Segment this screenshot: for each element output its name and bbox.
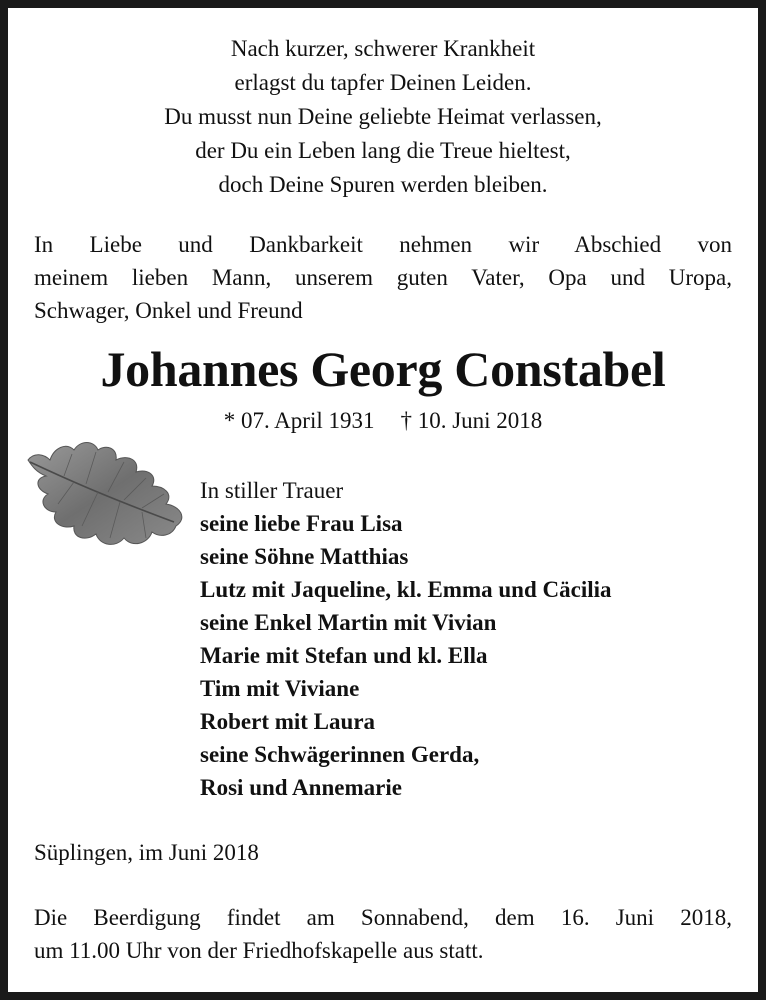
- funeral-info: [34, 901, 732, 967]
- place-and-date: Süplingen, im Juni 2018: [34, 840, 259, 865]
- poem-line: doch Deine Spuren werden bleiben.: [218, 172, 548, 197]
- mourner-line: seine liebe Frau Lisa: [200, 511, 403, 536]
- memorial-poem: [8, 32, 758, 202]
- intro-line: Schwager, Onkel und Freund: [34, 298, 303, 323]
- mourner-line: seine Enkel Martin mit Vivian: [200, 610, 497, 635]
- obituary-notice: [8, 8, 758, 992]
- death-date: † 10. Juni 2018: [400, 408, 543, 433]
- life-dates: [8, 406, 758, 436]
- intro-line: meinem lieben Mann, unserem guten Vater, Opa und Uropa,: [34, 265, 732, 290]
- poem-line: Du musst nun Deine geliebte Heimat verlassen,: [164, 104, 602, 129]
- mourners-list: [200, 474, 740, 804]
- deceased-name: Johannes Georg Constabel: [100, 341, 666, 397]
- mourner-line: Tim mit Viviane: [200, 676, 360, 701]
- farewell-intro: [34, 228, 732, 327]
- mourner-line: Lutz mit Jaqueline, kl. Emma und Cäcilia: [200, 577, 612, 602]
- mourning-phrase: In stiller Trauer: [200, 478, 344, 503]
- mourner-line: Marie mit Stefan und kl. Ella: [200, 643, 488, 668]
- funeral-line: Die Beerdigung findet am Sonnabend, dem 16. Juni 2018,: [34, 905, 732, 930]
- intro-line: In Liebe und Dankbarkeit nehmen wir Abschied von: [34, 232, 732, 257]
- poem-line: der Du ein Leben lang die Treue hieltest,: [195, 138, 571, 163]
- poem-line: Nach kurzer, schwerer Krankheit: [230, 36, 536, 61]
- poem-line: erlagst du tapfer Deinen Leiden.: [234, 70, 532, 95]
- mourner-line: seine Schwägerinnen Gerda,: [200, 742, 480, 767]
- birth-date: * 07. April 1931: [223, 408, 375, 433]
- mourner-line: seine Söhne Matthias: [200, 544, 409, 569]
- funeral-line: um 11.00 Uhr von der Friedhofskapelle aus statt.: [34, 938, 484, 963]
- mourner-line: Robert mit Laura: [200, 709, 376, 734]
- mourner-line: Rosi und Annemarie: [200, 775, 402, 800]
- oak-leaf-icon: [24, 438, 194, 550]
